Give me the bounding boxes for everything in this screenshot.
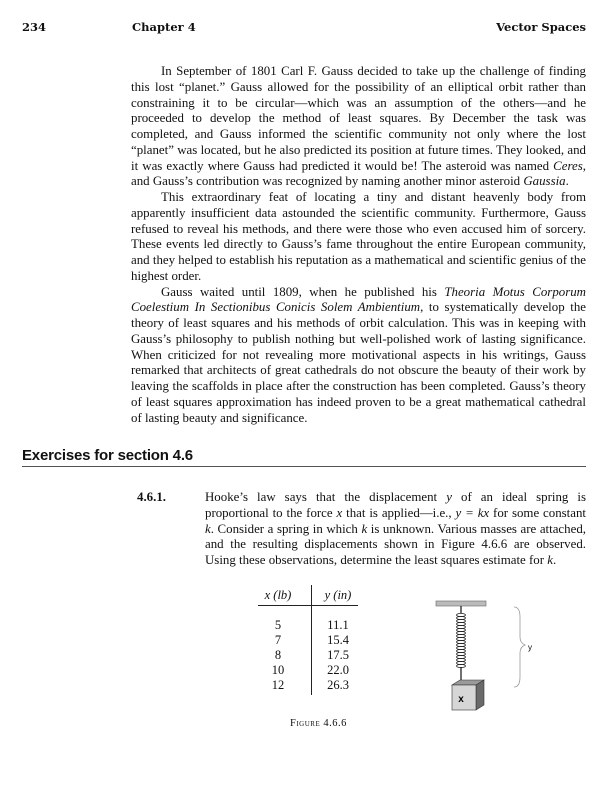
mass-side-face bbox=[476, 680, 484, 710]
page-number: 234 bbox=[22, 20, 47, 34]
body-text bbox=[131, 64, 586, 426]
table-cell-x: 5 bbox=[274, 618, 282, 632]
table-cell-y: 15.4 bbox=[327, 633, 349, 647]
exercise-number: 4.6.1. bbox=[137, 490, 167, 504]
displacement-brace bbox=[514, 607, 525, 687]
paragraph-2: This extraordinary feat of locating a tiny and distant heavenly body from apparently insufficient data astounded the scientific community. Furthermore, Gauss refused to reveal his methods, and there were those who even accused him of sorcery. These events led directly to Gauss’s fame throughout the entire European community, and they helped to establish his reputation as a mathematical and scientific genius of the highest order. bbox=[131, 190, 586, 283]
displacement-label: y bbox=[528, 643, 532, 652]
table-cell-y: 11.1 bbox=[327, 618, 349, 632]
spring-coil bbox=[457, 613, 466, 667]
paragraph-3: Gauss waited until 1809, when he published his Theoria Motus Corporum Coelestium In Sectionibus Conicis Solem Ambientium, to systematically develop the theory of least squares and his methods of orbit calculation. This was in keeping with Gauss’s philosophy to publish nothing but well-polished work of lasting significance. When criticized for not revealing more motivational aspects in his writings, Gauss remarked that architects of great cathedrals do not obscure the beauty of their work by leaving the scaffolds in place after the construction has been completed. Gauss’s theory of least squares approximation has indeed proven to be a great mathematical cathedral of lasting beauty and significance. bbox=[131, 284, 586, 425]
table-cell-x: 12 bbox=[271, 678, 285, 692]
table-cell-x: 8 bbox=[274, 648, 282, 662]
table-vertical-rule bbox=[311, 585, 312, 695]
table-cell-y: 17.5 bbox=[327, 648, 349, 662]
mass-block bbox=[452, 685, 476, 710]
section-running-title: Vector Spaces bbox=[496, 20, 586, 34]
spring-diagram bbox=[430, 595, 550, 720]
table-cell-x: 10 bbox=[271, 663, 285, 677]
table-cell-x: 7 bbox=[274, 633, 282, 647]
paragraph-1: In September of 1801 Carl F. Gauss decided to take up the challenge of finding this lost “planet.” Gauss allowed for the possibility of an elliptical orbit rather than constraining it to be circular—which was an assumption of the others—and he proceeded to develop the method of least squares. By December the task was completed, and Gauss informed the scientific community not only where the lost “planet” was located, but he also predicted its position at future times. They looked, and it was exactly where Gauss had predicted it would be! The asteroid was named Ceres, and Gauss’s contribution was recognized by naming another minor asteroid Gaussia. bbox=[131, 64, 586, 189]
mass-label: x bbox=[458, 694, 464, 705]
chapter-label: Chapter 4 bbox=[132, 20, 196, 34]
exercise-text: Hooke’s law says that the displacement y of an ideal spring is proportional to the force x that is applied—i.e., y = kx for some constant k. Consider a spring in which k is unknown. Various masses are attached, and the resulting displacements shown in Figure 4.6.6 are observed. Using these observations, determine the least squares estimate for k. bbox=[205, 490, 587, 567]
table-cell-y: 22.0 bbox=[327, 663, 349, 677]
ceiling-mount bbox=[436, 601, 486, 606]
figure-caption: Figure 4.6.6 bbox=[290, 718, 347, 729]
table-cell-y: 26.3 bbox=[327, 678, 349, 692]
exercises-heading: Exercises for section 4.6 bbox=[22, 447, 193, 464]
table-header-x: x (lb) bbox=[264, 588, 292, 602]
page-header bbox=[22, 20, 586, 38]
heading-rule bbox=[22, 466, 586, 467]
table-horizontal-rule bbox=[258, 605, 358, 606]
table-header-y: y (in) bbox=[324, 588, 352, 602]
